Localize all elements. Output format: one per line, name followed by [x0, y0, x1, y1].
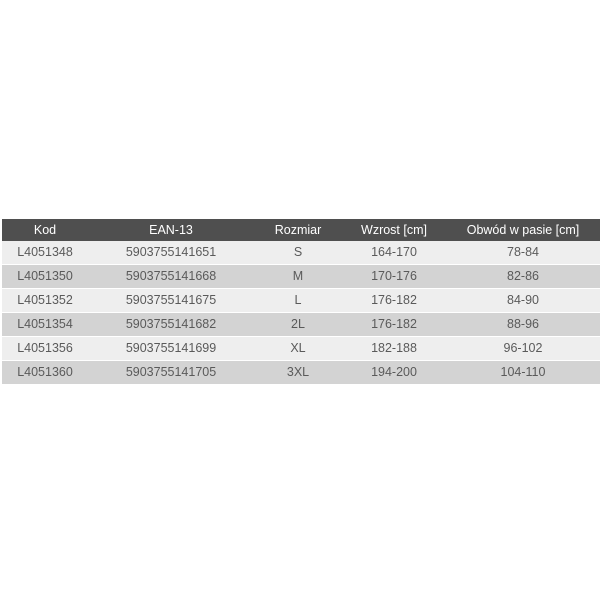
header-obwod: Obwód w pasie [cm]	[466, 223, 580, 237]
cell-kod: L4051354	[2, 313, 88, 337]
cell-kod: L4051350	[2, 265, 88, 289]
cell-rozmiar: L	[254, 289, 342, 313]
cell-rozmiar: 3XL	[254, 361, 342, 385]
header-kod: Kod	[33, 223, 57, 237]
cell-ean: 5903755141705	[88, 361, 254, 385]
cell-kod: L4051348	[2, 241, 88, 265]
cell-wzrost: 164-170	[342, 241, 446, 265]
cell-ean: 5903755141651	[88, 241, 254, 265]
cell-obwod: 104-110	[446, 361, 600, 385]
cell-kod: L4051352	[2, 289, 88, 313]
cell-ean: 5903755141675	[88, 289, 254, 313]
cell-obwod: 96-102	[446, 337, 600, 361]
cell-kod: L4051356	[2, 337, 88, 361]
header-ean: EAN-13	[149, 223, 193, 237]
table-row	[2, 361, 600, 385]
cell-rozmiar: XL	[254, 337, 342, 361]
table-row	[2, 289, 600, 313]
cell-wzrost: 194-200	[342, 361, 446, 385]
header-wzrost: Wzrost [cm]	[361, 223, 427, 237]
table-row	[2, 241, 600, 265]
size-table	[2, 219, 600, 385]
table-header-row	[2, 219, 600, 241]
cell-wzrost: 176-182	[342, 313, 446, 337]
cell-obwod: 78-84	[446, 241, 600, 265]
cell-kod: L4051360	[2, 361, 88, 385]
cell-wzrost: 182-188	[342, 337, 446, 361]
cell-rozmiar: S	[254, 241, 342, 265]
table-row	[2, 313, 600, 337]
cell-wzrost: 176-182	[342, 289, 446, 313]
cell-ean: 5903755141668	[88, 265, 254, 289]
cell-ean: 5903755141682	[88, 313, 254, 337]
cell-obwod: 82-86	[446, 265, 600, 289]
table-row	[2, 337, 600, 361]
header-rozmiar: Rozmiar	[274, 223, 322, 237]
cell-obwod: 88-96	[446, 313, 600, 337]
cell-obwod: 84-90	[446, 289, 600, 313]
cell-ean: 5903755141699	[88, 337, 254, 361]
cell-rozmiar: 2L	[254, 313, 342, 337]
table-row	[2, 265, 600, 289]
cell-wzrost: 170-176	[342, 265, 446, 289]
cell-rozmiar: M	[254, 265, 342, 289]
